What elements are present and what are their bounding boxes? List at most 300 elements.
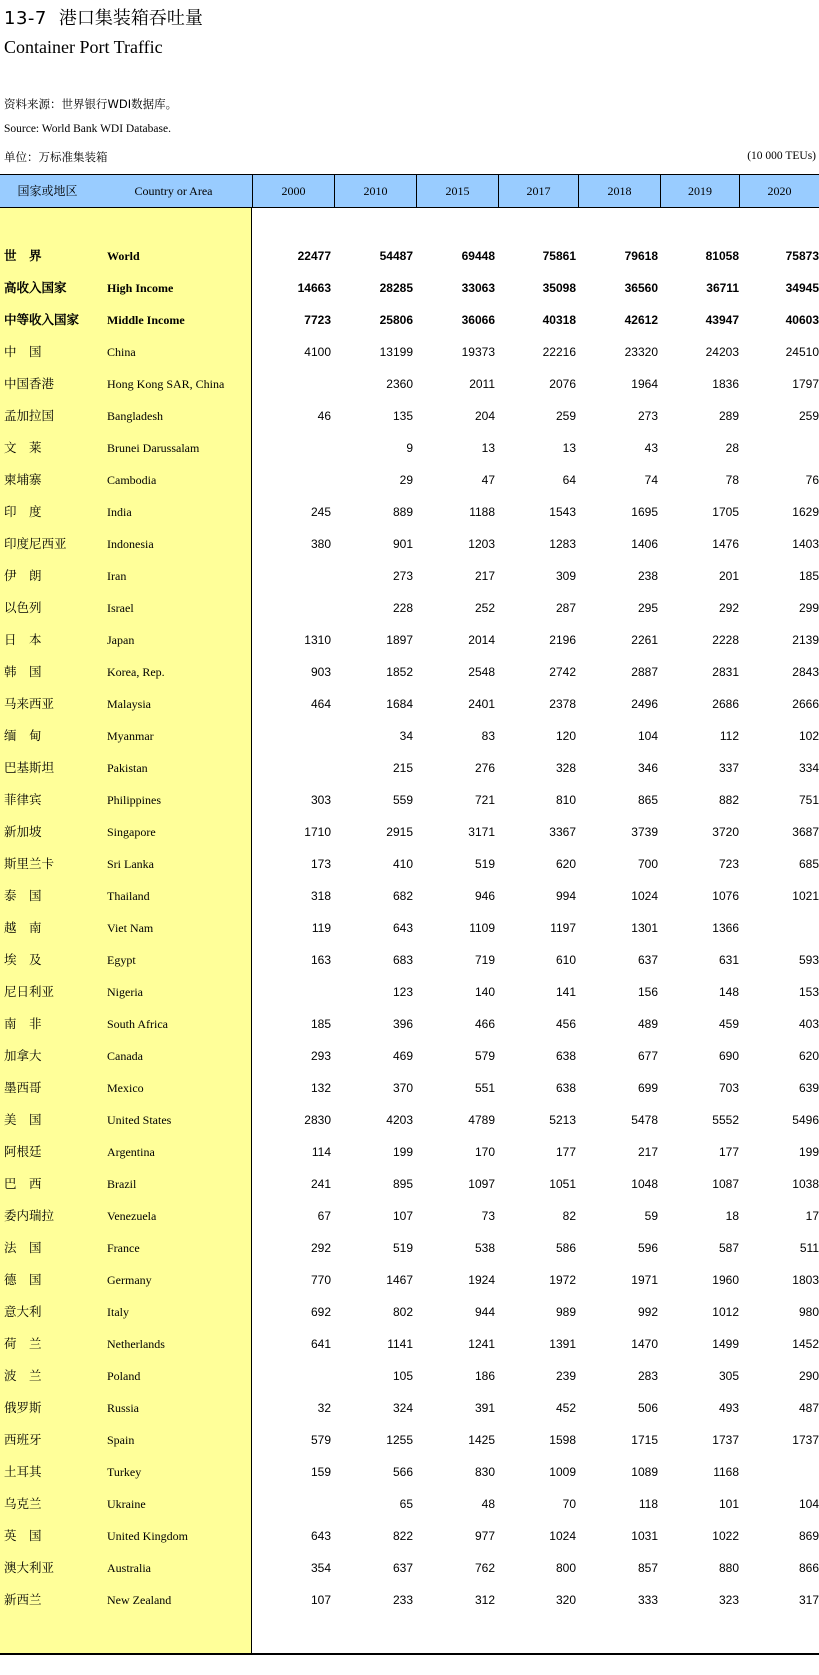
country-name-en: Russia xyxy=(107,1401,140,1415)
value-cell: 1089 xyxy=(631,1465,658,1479)
value-cell: 1391 xyxy=(549,1337,576,1351)
value-cell: 1021 xyxy=(792,889,819,903)
table-row xyxy=(0,1552,819,1584)
value-cell: 579 xyxy=(310,1433,331,1447)
table-row xyxy=(0,1072,819,1104)
value-cell: 551 xyxy=(474,1081,495,1095)
value-cell: 685 xyxy=(798,857,819,871)
table-row xyxy=(0,1584,819,1616)
header-country-zh: 国家或地区 xyxy=(17,184,78,198)
table-row xyxy=(0,1264,819,1296)
country-name-en: Netherlands xyxy=(107,1337,165,1351)
value-cell: 1470 xyxy=(631,1337,658,1351)
value-cell: 54487 xyxy=(379,249,413,263)
country-name-zh: 伊 朗 xyxy=(4,568,42,583)
value-cell: 1695 xyxy=(631,505,658,519)
value-cell: 1684 xyxy=(386,697,413,711)
value-cell: 303 xyxy=(310,793,331,807)
table-row xyxy=(0,880,819,912)
value-cell: 559 xyxy=(392,793,413,807)
table-row xyxy=(0,1168,819,1200)
country-name-en: Pakistan xyxy=(107,761,148,775)
country-name-en: Turkey xyxy=(107,1465,142,1479)
value-cell: 1097 xyxy=(468,1177,495,1191)
table-row xyxy=(0,976,819,1008)
value-cell: 1971 xyxy=(631,1273,658,1287)
value-cell: 123 xyxy=(392,985,413,999)
country-name-en: France xyxy=(107,1241,140,1255)
country-name-zh: 印度尼西亚 xyxy=(4,536,67,551)
country-name-zh: 文 莱 xyxy=(4,440,42,455)
value-cell: 29 xyxy=(399,473,413,487)
country-name-zh: 荷 兰 xyxy=(4,1336,42,1351)
table-row xyxy=(0,1488,819,1520)
value-cell: 23320 xyxy=(624,345,658,359)
value-cell: 34 xyxy=(399,729,413,743)
country-name-zh: 斯里兰卡 xyxy=(4,856,55,871)
table-row xyxy=(0,1328,819,1360)
country-name-en: Korea, Rep. xyxy=(107,665,165,679)
value-cell: 42612 xyxy=(624,313,658,327)
value-cell: 217 xyxy=(637,1145,658,1159)
value-cell: 1425 xyxy=(468,1433,495,1447)
value-cell: 610 xyxy=(555,953,576,967)
value-cell: 493 xyxy=(718,1401,739,1415)
value-cell: 1629 xyxy=(792,505,819,519)
value-cell: 1737 xyxy=(792,1433,819,1447)
value-cell: 76 xyxy=(805,473,819,487)
value-cell: 259 xyxy=(798,409,819,423)
value-cell: 880 xyxy=(718,1561,739,1575)
value-cell: 43947 xyxy=(705,313,739,327)
country-name-en: China xyxy=(107,345,136,359)
value-cell: 719 xyxy=(474,953,495,967)
value-cell: 323 xyxy=(718,1593,739,1607)
header-year: 2019 xyxy=(660,175,739,207)
value-cell: 2742 xyxy=(549,665,576,679)
value-cell: 903 xyxy=(310,665,331,679)
value-cell: 114 xyxy=(311,1145,331,1159)
country-name-zh: 菲律宾 xyxy=(4,792,42,807)
table-rows xyxy=(0,240,819,1616)
country-name-en: South Africa xyxy=(107,1017,168,1031)
table-row xyxy=(0,1424,819,1456)
value-cell: 153 xyxy=(798,985,819,999)
value-cell: 2496 xyxy=(631,697,658,711)
header-year: 2018 xyxy=(578,175,660,207)
value-cell: 324 xyxy=(392,1401,413,1415)
value-cell: 104 xyxy=(798,1497,819,1511)
country-name-zh: 法 国 xyxy=(4,1240,42,1255)
value-cell: 65 xyxy=(399,1497,413,1511)
value-cell: 201 xyxy=(718,569,739,583)
value-cell: 5552 xyxy=(712,1113,739,1127)
value-cell: 1803 xyxy=(792,1273,819,1287)
table-header xyxy=(0,174,819,208)
value-cell: 1972 xyxy=(549,1273,576,1287)
value-cell: 586 xyxy=(555,1241,576,1255)
value-cell: 1960 xyxy=(712,1273,739,1287)
value-cell: 185 xyxy=(310,1017,331,1031)
value-cell: 22477 xyxy=(297,249,331,263)
value-cell: 396 xyxy=(392,1017,413,1031)
value-cell: 1087 xyxy=(712,1177,739,1191)
value-cell: 17 xyxy=(805,1209,819,1223)
table-row xyxy=(0,1392,819,1424)
title-en: Container Port Traffic xyxy=(4,37,163,57)
value-cell: 857 xyxy=(637,1561,658,1575)
value-cell: 81058 xyxy=(705,249,739,263)
value-cell: 901 xyxy=(392,537,413,551)
value-cell: 489 xyxy=(637,1017,658,1031)
country-name-en: Cambodia xyxy=(107,473,157,487)
value-cell: 721 xyxy=(474,793,495,807)
value-cell: 18 xyxy=(725,1209,739,1223)
value-cell: 74 xyxy=(644,473,658,487)
value-cell: 334 xyxy=(798,761,819,775)
country-name-zh: 印 度 xyxy=(4,504,42,519)
value-cell: 120 xyxy=(555,729,576,743)
value-cell: 186 xyxy=(474,1369,495,1383)
country-name-zh: 新加坡 xyxy=(4,824,42,839)
country-name-zh: 加拿大 xyxy=(4,1048,42,1063)
country-name-zh: 南 非 xyxy=(4,1016,42,1031)
value-cell: 464 xyxy=(310,697,331,711)
value-cell: 631 xyxy=(718,953,739,967)
country-name-en: Bangladesh xyxy=(107,409,163,423)
country-name-zh: 墨西哥 xyxy=(4,1080,42,1095)
value-cell: 102 xyxy=(798,729,819,743)
value-cell: 2228 xyxy=(712,633,739,647)
value-cell: 677 xyxy=(637,1049,658,1063)
value-cell: 312 xyxy=(474,1593,495,1607)
table-row xyxy=(0,912,819,944)
value-cell: 1737 xyxy=(712,1433,739,1447)
value-cell: 64 xyxy=(562,473,576,487)
value-cell: 1109 xyxy=(469,921,495,935)
value-cell: 1301 xyxy=(631,921,658,935)
value-cell: 35098 xyxy=(542,281,576,295)
value-cell: 865 xyxy=(637,793,658,807)
value-cell: 177 xyxy=(555,1145,576,1159)
country-name-en: New Zealand xyxy=(107,1593,172,1607)
value-cell: 22216 xyxy=(542,345,576,359)
country-name-zh: 埃 及 xyxy=(4,952,42,967)
unit-note-zh: 单位：万标准集装箱 xyxy=(4,150,108,164)
country-name-zh: 越 南 xyxy=(4,920,42,935)
value-cell: 293 xyxy=(310,1049,331,1063)
value-cell: 59 xyxy=(644,1209,658,1223)
value-cell: 34945 xyxy=(785,281,819,295)
value-cell: 2686 xyxy=(712,697,739,711)
value-cell: 69448 xyxy=(461,249,495,263)
table-row xyxy=(0,528,819,560)
country-name-en: Mexico xyxy=(107,1081,144,1095)
value-cell: 2378 xyxy=(549,697,576,711)
table-row xyxy=(0,1296,819,1328)
value-cell: 1188 xyxy=(469,505,495,519)
value-cell: 2261 xyxy=(631,633,658,647)
value-cell: 3687 xyxy=(792,825,819,839)
value-cell: 683 xyxy=(392,953,413,967)
value-cell: 163 xyxy=(310,953,331,967)
header-year: 2017 xyxy=(498,175,578,207)
value-cell: 946 xyxy=(474,889,495,903)
value-cell: 141 xyxy=(555,985,576,999)
value-cell: 391 xyxy=(474,1401,495,1415)
value-cell: 5213 xyxy=(549,1113,576,1127)
value-cell: 28 xyxy=(725,441,739,455)
value-cell: 566 xyxy=(392,1465,413,1479)
country-name-zh: 泰 国 xyxy=(4,888,42,903)
value-cell: 511 xyxy=(799,1241,819,1255)
country-name-en: World xyxy=(107,249,140,263)
country-name-zh: 中等收入国家 xyxy=(4,312,80,327)
country-name-en: Argentina xyxy=(107,1145,155,1159)
value-cell: 992 xyxy=(637,1305,658,1319)
table-row xyxy=(0,1136,819,1168)
value-cell: 273 xyxy=(392,569,413,583)
value-cell: 24203 xyxy=(705,345,739,359)
value-cell: 1203 xyxy=(468,537,495,551)
value-cell: 245 xyxy=(310,505,331,519)
country-name-zh: 土耳其 xyxy=(4,1464,42,1479)
value-cell: 28285 xyxy=(379,281,413,295)
country-name-en: Thailand xyxy=(107,889,150,903)
value-cell: 292 xyxy=(718,601,739,615)
value-cell: 204 xyxy=(474,409,495,423)
value-cell: 13 xyxy=(481,441,495,455)
table-row xyxy=(0,272,819,304)
value-cell: 2011 xyxy=(469,377,495,391)
value-cell: 762 xyxy=(474,1561,495,1575)
country-name-en: Myanmar xyxy=(107,729,154,743)
value-cell: 1197 xyxy=(550,921,576,935)
country-name-zh: 意大利 xyxy=(4,1304,42,1319)
value-cell: 1452 xyxy=(792,1337,819,1351)
value-cell: 305 xyxy=(718,1369,739,1383)
value-cell: 800 xyxy=(555,1561,576,1575)
value-cell: 177 xyxy=(718,1145,739,1159)
value-cell: 977 xyxy=(474,1529,495,1543)
value-cell: 487 xyxy=(798,1401,819,1415)
value-cell: 1924 xyxy=(468,1273,495,1287)
table-row xyxy=(0,688,819,720)
source-note-en: Source: World Bank WDI Database. xyxy=(4,123,171,135)
country-name-en: Egypt xyxy=(107,953,136,967)
country-name-zh: 韩 国 xyxy=(4,664,42,679)
country-name-en: Viet Nam xyxy=(107,921,154,935)
value-cell: 173 xyxy=(310,857,331,871)
unit-note-en: (10 000 TEUs) xyxy=(747,150,816,162)
value-cell: 40603 xyxy=(785,313,819,327)
table-row xyxy=(0,752,819,784)
value-cell: 593 xyxy=(798,953,819,967)
value-cell: 994 xyxy=(555,889,576,903)
value-cell: 2014 xyxy=(468,633,495,647)
value-cell: 289 xyxy=(718,409,739,423)
table-row xyxy=(0,304,819,336)
value-cell: 980 xyxy=(798,1305,819,1319)
value-cell: 723 xyxy=(718,857,739,871)
country-name-zh: 德 国 xyxy=(4,1272,42,1287)
value-cell: 259 xyxy=(555,409,576,423)
country-name-en: Indonesia xyxy=(107,537,154,551)
value-cell: 452 xyxy=(555,1401,576,1415)
value-cell: 25806 xyxy=(379,313,413,327)
country-name-zh: 新西兰 xyxy=(4,1592,42,1607)
value-cell: 944 xyxy=(474,1305,495,1319)
value-cell: 2830 xyxy=(304,1113,331,1127)
value-cell: 882 xyxy=(718,793,739,807)
value-cell: 112 xyxy=(719,729,739,743)
value-cell: 317 xyxy=(798,1593,819,1607)
header-country-en: Country or Area xyxy=(134,184,213,198)
table-row xyxy=(0,464,819,496)
value-cell: 1048 xyxy=(631,1177,658,1191)
country-name-zh: 孟加拉国 xyxy=(4,408,55,423)
value-cell: 119 xyxy=(311,921,331,935)
table-body xyxy=(0,208,819,1655)
country-name-en: Ukraine xyxy=(107,1497,146,1511)
value-cell: 75873 xyxy=(785,249,819,263)
value-cell: 1715 xyxy=(631,1433,658,1447)
value-cell: 13 xyxy=(562,441,576,455)
table-row xyxy=(0,1360,819,1392)
country-name-zh: 高收入国家 xyxy=(4,280,67,295)
country-name-en: Malaysia xyxy=(107,697,151,711)
value-cell: 320 xyxy=(555,1593,576,1607)
country-name-en: High Income xyxy=(107,281,174,295)
value-cell: 1024 xyxy=(631,889,658,903)
table-row xyxy=(0,720,819,752)
value-cell: 13199 xyxy=(379,345,413,359)
value-cell: 346 xyxy=(637,761,658,775)
country-name-zh: 马来西亚 xyxy=(4,696,55,711)
value-cell: 273 xyxy=(637,409,658,423)
value-cell: 328 xyxy=(555,761,576,775)
value-cell: 24510 xyxy=(785,345,819,359)
value-cell: 135 xyxy=(392,409,413,423)
table-row xyxy=(0,336,819,368)
value-cell: 233 xyxy=(392,1593,413,1607)
table-row xyxy=(0,1008,819,1040)
value-cell: 107 xyxy=(310,1593,331,1607)
value-cell: 7723 xyxy=(304,313,331,327)
header-year: 2015 xyxy=(416,175,498,207)
value-cell: 79618 xyxy=(624,249,658,263)
value-cell: 1467 xyxy=(386,1273,413,1287)
value-cell: 5478 xyxy=(631,1113,658,1127)
value-cell: 620 xyxy=(555,857,576,871)
title-zh: 港口集装箱吞吐量 xyxy=(58,8,203,29)
value-cell: 3720 xyxy=(712,825,739,839)
value-cell: 104 xyxy=(637,729,658,743)
value-cell: 459 xyxy=(718,1017,739,1031)
value-cell: 1705 xyxy=(712,505,739,519)
country-name-en: Sri Lanka xyxy=(107,857,154,871)
value-cell: 309 xyxy=(555,569,576,583)
value-cell: 2831 xyxy=(712,665,739,679)
value-cell: 2843 xyxy=(792,665,819,679)
value-cell: 185 xyxy=(798,569,819,583)
value-cell: 637 xyxy=(637,953,658,967)
value-cell: 506 xyxy=(637,1401,658,1415)
value-cell: 199 xyxy=(392,1145,413,1159)
value-cell: 148 xyxy=(718,985,739,999)
table-row xyxy=(0,368,819,400)
value-cell: 3739 xyxy=(631,825,658,839)
country-name-en: Australia xyxy=(107,1561,151,1575)
value-cell: 690 xyxy=(718,1049,739,1063)
header-year: 2000 xyxy=(252,175,334,207)
value-cell: 292 xyxy=(310,1241,331,1255)
value-cell: 36066 xyxy=(461,313,495,327)
country-name-en: Iran xyxy=(107,569,127,583)
value-cell: 43 xyxy=(644,441,658,455)
country-name-zh: 巴基斯坦 xyxy=(4,760,55,775)
country-name-zh: 阿根廷 xyxy=(4,1144,42,1159)
value-cell: 170 xyxy=(474,1145,495,1159)
value-cell: 318 xyxy=(310,889,331,903)
value-cell: 1797 xyxy=(792,377,819,391)
table-row xyxy=(0,432,819,464)
country-name-zh: 委内瑞拉 xyxy=(4,1208,55,1223)
value-cell: 36711 xyxy=(706,281,739,295)
value-cell: 140 xyxy=(474,985,495,999)
value-cell: 2076 xyxy=(549,377,576,391)
value-cell: 869 xyxy=(798,1529,819,1543)
table-row xyxy=(0,784,819,816)
table-row xyxy=(0,592,819,624)
value-cell: 354 xyxy=(310,1561,331,1575)
value-cell: 1168 xyxy=(713,1465,739,1479)
value-cell: 1255 xyxy=(386,1433,413,1447)
value-cell: 70 xyxy=(562,1497,576,1511)
value-cell: 1022 xyxy=(712,1529,739,1543)
value-cell: 380 xyxy=(310,537,331,551)
value-cell: 1012 xyxy=(712,1305,739,1319)
country-name-en: Middle Income xyxy=(107,313,185,327)
value-cell: 466 xyxy=(474,1017,495,1031)
value-cell: 641 xyxy=(310,1337,331,1351)
value-cell: 199 xyxy=(798,1145,819,1159)
value-cell: 620 xyxy=(798,1049,819,1063)
value-cell: 287 xyxy=(555,601,576,615)
value-cell: 299 xyxy=(798,601,819,615)
value-cell: 1366 xyxy=(712,921,739,935)
table-row xyxy=(0,1040,819,1072)
country-name-en: Brazil xyxy=(107,1177,137,1191)
value-cell: 238 xyxy=(637,569,658,583)
value-cell: 2887 xyxy=(631,665,658,679)
country-name-en: Germany xyxy=(107,1273,152,1287)
value-cell: 889 xyxy=(392,505,413,519)
value-cell: 3171 xyxy=(468,825,495,839)
country-name-en: United States xyxy=(107,1113,172,1127)
country-name-en: Spain xyxy=(107,1433,135,1447)
value-cell: 703 xyxy=(718,1081,739,1095)
country-name-en: Poland xyxy=(107,1369,141,1383)
value-cell: 989 xyxy=(555,1305,576,1319)
value-cell: 1710 xyxy=(304,825,331,839)
country-name-zh: 柬埔寨 xyxy=(4,472,42,487)
value-cell: 132 xyxy=(310,1081,331,1095)
value-cell: 156 xyxy=(637,985,658,999)
value-cell: 1836 xyxy=(712,377,739,391)
value-cell: 2360 xyxy=(386,377,413,391)
value-cell: 215 xyxy=(392,761,413,775)
